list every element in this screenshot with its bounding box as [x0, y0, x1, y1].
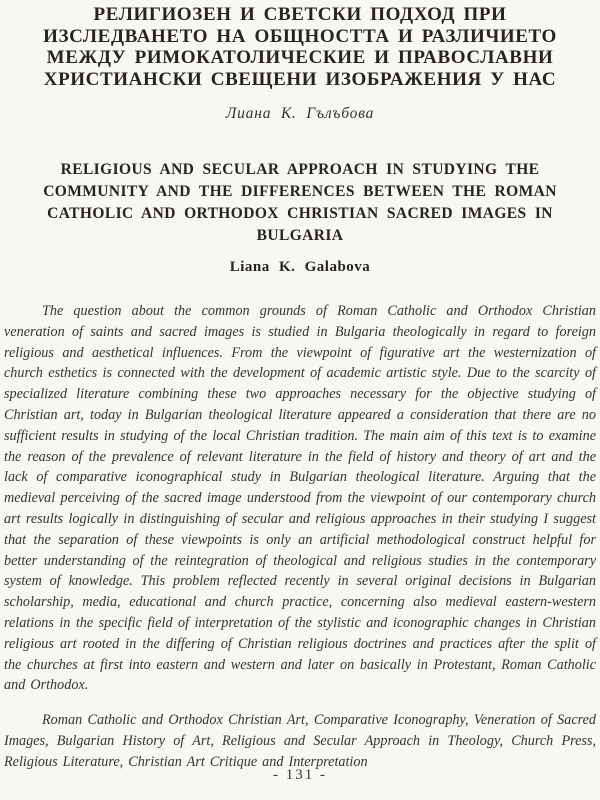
author-bulgarian: Лиана К. Гълъбова	[225, 105, 375, 122]
title-english-line-1: RELIGIOUS AND SECULAR APPROACH IN STUDYING THE	[60, 161, 540, 178]
title-english-line-3: CATHOLIC AND ORTHODOX CHRISTIAN SACRED IMAGES IN	[47, 205, 553, 222]
abstract-paragraph: The question about the common grounds of Roman Catholic and Orthodox Christian veneration of saints and sacred images is studied in Bulgaria theologically in regard to foreign religious and aesthetical influences. From the viewpoint of figurative art the westernization of church esthetics is connected with the development of academic artistic style. Due to the scarcity of specialized literature combining these two approaches necessary for the objective studying of Christian art, today in Bulgarian theological literature appeared a consideration that there are no sufficient results in studying of the local Christian tradition. The main aim of this text is to examine the reason of the prevalence of relevant literature in the field of history and theory of art and the lack of comparative iconographical study in Bulgarian theological literature. Arguing that the medieval perceiving of the sacred image understood from the viewpoint of our contemporary church art results logically in distinguishing of secular and religious approaches in their studying I suggest that the separation of these viewpoints is only an artificial methodological construct helpful for better understanding of the reintegration of theological and religious studies in the contemporary system of knowledge. This problem reflected recently in several original decisions in Bulgarian scholarship, media, educational and church practice, concerning also medieval eastern-western relations in the specific field of interpretation of the stylistic and iconographic changes in Christian religious art rooted in the differing of Christian religious doctrines and practices after the split of the churches at first into eastern and western and later on basically in Protestant, Roman Catholic and Orthodox.	[4, 303, 596, 694]
title-bulgarian	[0, 0, 600, 90]
title-english-line-4: BULGARIA	[256, 227, 344, 244]
keywords-paragraph: Roman Catholic and Orthodox Christian Art, Comparative Iconography, Veneration of Sacred Images, Bulgarian History of Art, Religious and Secular Approach in Theology, Church Press, Religious Literature, Christian Art Critique and Interpretation	[4, 712, 596, 770]
author-english: Liana K. Galabova	[229, 259, 371, 275]
title-bulgarian-line-3: МЕЖДУ РИМОКАТОЛИЧЕСКИЕ И ПРАВОСЛАВНИ	[46, 47, 554, 68]
title-bulgarian-line-1: РЕЛИГИОЗЕН И СВЕТСКИ ПОДХОД ПРИ	[93, 4, 507, 25]
page-number: - 131 -	[273, 767, 327, 783]
title-bulgarian-line-4: ХРИСТИАНСКИ СВЕЩЕНИ ИЗОБРАЖЕНИЯ У НАС	[43, 68, 557, 90]
title-english-line-2: COMMUNITY AND THE DIFFERENCES BETWEEN THE ROMAN	[43, 183, 557, 200]
title-bulgarian-line-2: ИЗСЛЕДВАНЕТО НА ОБЩНОСТТА И РАЗЛИЧИЕТО	[43, 25, 557, 47]
title-english	[0, 159, 600, 247]
